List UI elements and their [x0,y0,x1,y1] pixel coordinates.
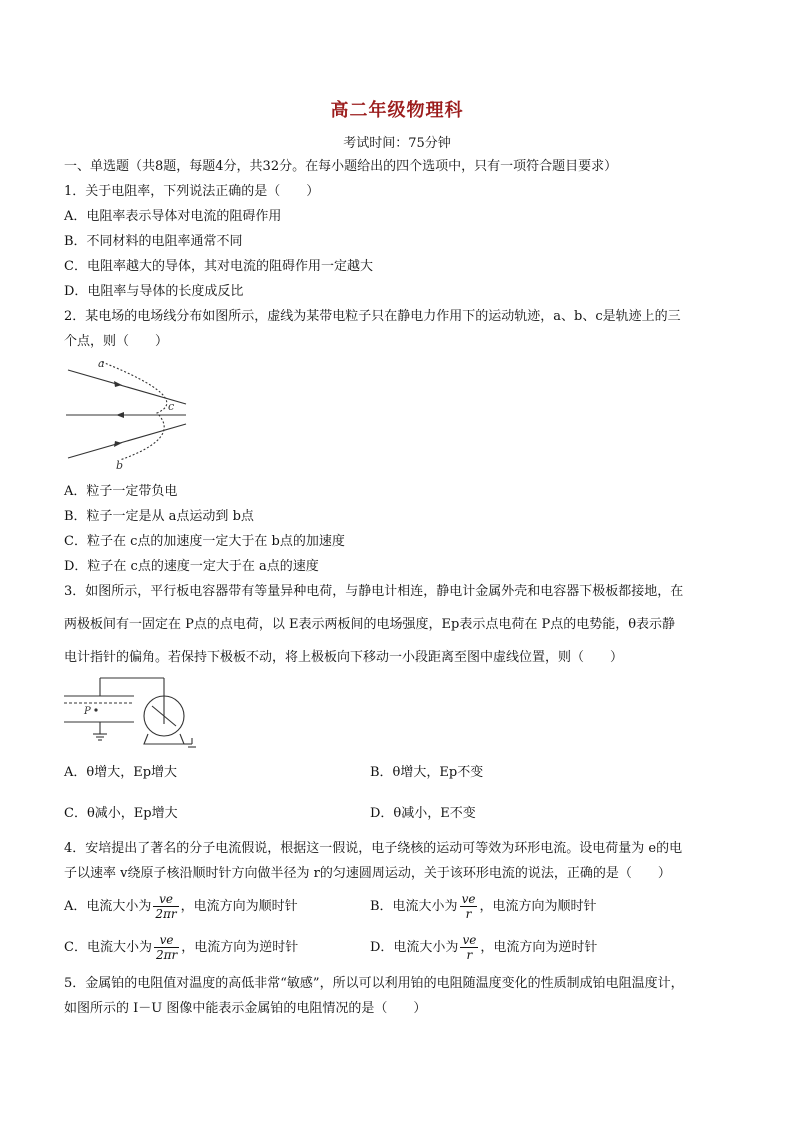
q2-option-b: B．粒子一定是从 a点运动到 b点 [64,509,254,524]
q4-option-c: C．电流大小为 $\frac{ve}{2\pi r}$ ，电流方向为逆时针 [64,933,299,962]
q3-stem-line2: 两极板间有一固定在 P点的点电荷，以 E表示两板间的电场强度，Ep表示点电荷在 P点的电势能，θ表示静 [64,617,676,632]
q2-option-d: D．粒子在 c点的速度一定大于在 a点的速度 [64,559,319,574]
section-heading: 一、单选题（共8题，每题4分，共32分。在每小题给出的四个选项中，只有一项符合题目要求） [64,159,618,174]
q3-capacitor-diagram [62,672,202,750]
point-charge-p [94,708,97,711]
q3-option-b: B．θ增大，Ep不变 [370,765,484,780]
q2-stem-line1: 2．某电场的电场线分布如图所示，虚线为某带电粒子只在静电力作用下的运动轨迹，a、b、c是轨迹上的三 [64,309,681,324]
arrow-middle [116,412,124,418]
q2-stem-line2: 个点，则（ ） [64,334,169,349]
q1-option-a: A．电阻率表示导体对电流的阻碍作用 [64,209,282,224]
q1-stem: 1．关于电阻率，下列说法正确的是（ ） [64,184,320,199]
exam-title: 高二年级物理科 [330,100,464,121]
q5-stem-line2: 如图所示的 I－U 图像中能表示金属铂的电阻情况的是（ ） [64,1001,427,1016]
exam-time: 考试时间：75分钟 [343,136,451,151]
q4-option-b: B．电流大小为 $\frac{ve}{r}$ ，电流方向为顺时针 [370,892,597,921]
q4-stem-line2: 子以速率 v绕原子核沿顺时针方向做半径为 r的匀速圆周运动，关于该环形电流的说法，正确的是（ ） [64,866,671,881]
q3-option-a: A．θ增大，Ep增大 [64,765,178,780]
q3-stem-line1: 3．如图所示，平行板电容器带有等量异种电荷，与静电计相连，静电计金属外壳和电容器下极板都接地，在 [64,584,684,599]
q4-option-d: D．电流大小为 $\frac{ve}{r}$ ，电流方向为逆时针 [370,933,598,962]
q2-option-a: A．粒子一定带负电 [64,484,178,499]
q2-field-diagram [62,358,192,473]
label-p: P [84,706,91,717]
q4-stem-line1: 4．安培提出了著名的分子电流假说，根据这一假说，电子绕核的运动可等效为环形电流。设电荷量为 e的电 [64,841,683,856]
q1-option-d: D．电阻率与导体的长度成反比 [64,284,244,299]
label-a: a [98,358,105,370]
field-line-upper [68,370,186,404]
label-c: c [168,400,175,413]
q1-option-c: C．电阻率越大的导体，其对电流的阻碍作用一定越大 [64,259,373,274]
q1-option-b: B．不同材料的电阻率通常不同 [64,234,243,249]
q3-stem-line3: 电计指针的偏角。若保持下极板不动，将上极板向下移动一小段距离至图中虚线位置，则（ ） [64,650,624,665]
label-b: b [116,459,124,472]
arrow-upper [114,381,122,387]
q2-option-c: C．粒子在 c点的加速度一定大于在 b点的加速度 [64,534,345,549]
field-line-lower [68,424,186,458]
q3-option-d: D．θ减小，E不变 [370,806,476,821]
q4-option-a: A．电流大小为 $\frac{ve}{2\pi r}$ ，电流方向为顺时针 [64,892,298,921]
q5-stem-line1: 5．金属铂的电阻值对温度的高低非常“敏感”，所以可以利用铂的电阻随温度变化的性质制成铂电阻温度计， [64,976,684,991]
q3-option-c: C．θ减小，Ep增大 [64,806,178,821]
arrow-lower [114,441,122,447]
